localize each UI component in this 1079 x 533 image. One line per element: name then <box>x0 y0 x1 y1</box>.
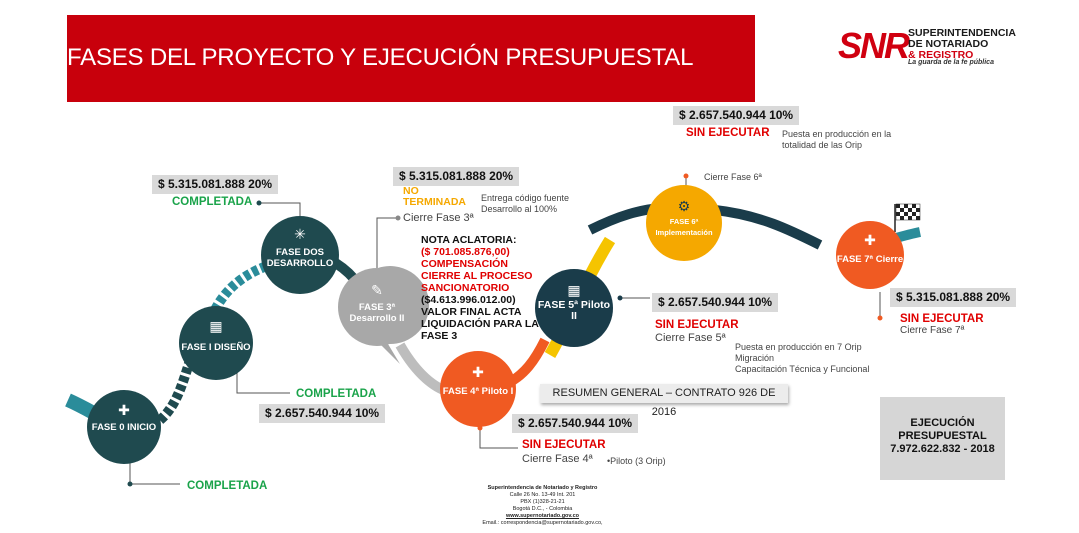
ejecucion-presupuestal-box <box>880 397 1005 480</box>
blocks-icon: ▦ <box>209 318 223 334</box>
phase-3-status-l1: NO <box>403 185 419 197</box>
phase-5-note <box>735 342 869 375</box>
phase-5-note-2: Migración <box>735 353 775 363</box>
nota-aclaratoria <box>421 234 546 342</box>
phase-6-note <box>782 129 891 151</box>
puzzle-icon: ✚ <box>118 402 130 418</box>
phase-3-note-1: Entrega código fuente <box>481 193 570 203</box>
page-title: FASES DEL PROYECTO Y EJECUCIÓN PRESUPUESTAL <box>67 44 694 71</box>
phase-4-amount: $ 2.657.540.944 10% <box>512 414 638 433</box>
connector-f0 <box>130 463 180 484</box>
phase-2-label: FASE DOS DESARROLLO <box>266 247 334 269</box>
phase-5-note-3: Capacitación Técnica y Funcional <box>735 364 870 374</box>
phase-7-label: FASE 7ª Cierre <box>836 254 904 265</box>
phase-6-note-1: Puesta en producción en la <box>782 129 892 139</box>
phase-5-amount: $ 2.657.540.944 10% <box>652 293 778 312</box>
logo-tagline: La guarda de la fe pública <box>908 59 994 66</box>
phase-4-note: •Piloto (3 Orip) <box>607 456 666 466</box>
phase-5-label: FASE 5ª Piloto II <box>537 299 611 322</box>
phase-1-amount: $ 2.657.540.944 10% <box>259 404 385 423</box>
phase-6-cierre: Cierre Fase 6ª <box>704 172 762 182</box>
footer-website-link[interactable]: www.supernotariado.gov.co <box>505 513 580 519</box>
note-red-text: ($ 701.085.876,00) COMPENSACIÓN CIERRE AL PROCESO SANCIONATORIO <box>421 246 533 294</box>
phase-4-label: FASE 4ª Piloto I <box>442 386 514 397</box>
phase-4-status: SIN EJECUTAR <box>522 439 606 451</box>
footer <box>470 485 615 527</box>
phase-7-status: SIN EJECUTAR <box>900 313 984 325</box>
resumen-general: RESUMEN GENERAL – CONTRATO 926 DE 2016 <box>540 384 788 403</box>
logo-line-3: & REGISTRO <box>908 49 974 61</box>
ejecucion-l3: 7.972.622.832 - 2018 <box>890 443 995 455</box>
phase-0-status: COMPLETADA <box>187 480 268 492</box>
phase-2-amount: $ 5.315.081.888 20% <box>152 175 278 194</box>
blocks-icon: ▦ <box>567 282 581 298</box>
phase-3-label: FASE 3ª Desarrollo II <box>349 302 405 324</box>
footer-l1: Superintendencia de Notariado y Registro <box>487 485 598 491</box>
phase-3-status <box>403 186 466 208</box>
pencil-icon: ✎ <box>371 282 383 298</box>
phase-3-amount: $ 5.315.081.888 20% <box>393 167 519 186</box>
phase-7-amount: $ 5.315.081.888 20% <box>890 288 1016 307</box>
phase-6-label: FASE 6ª Implementación <box>655 217 713 237</box>
gear-icon: ⚙ <box>677 198 691 214</box>
phase-1-status: COMPLETADA <box>296 388 377 400</box>
phase-2-status: COMPLETADA <box>172 196 253 208</box>
connector-f3 <box>377 218 398 270</box>
phase-7-cierre: Cierre Fase 7ª <box>900 325 965 336</box>
phase-3-note-2: Desarrollo al 100% <box>481 204 558 214</box>
phase-0-label: FASE 0 INICIO <box>91 422 157 433</box>
network-icon: ✳ <box>294 226 306 242</box>
ejecucion-l2: PRESUPUESTAL <box>898 430 987 442</box>
phase-3-note <box>481 193 569 215</box>
phase-5-cierre: Cierre Fase 5ª <box>655 332 726 344</box>
phase-5-status: SIN EJECUTAR <box>655 319 739 331</box>
logo-line-2: DE NOTARIADO <box>908 38 989 50</box>
note-black-text: ($4.613.996.012.00) VALOR FINAL ACTA LIQUIDACIÓN PARA LA FASE 3 <box>421 294 539 342</box>
road-segment-6-7 <box>715 210 820 245</box>
phase-3-status-l2: TERMINADA <box>403 196 466 208</box>
phase-4-cierre: Cierre Fase 4ª <box>522 453 593 465</box>
logo-acronym: SNR <box>838 25 909 66</box>
phase-6-amount: $ 2.657.540.944 10% <box>673 106 799 125</box>
ejecucion-l1: EJECUCIÓN <box>910 417 975 429</box>
phase-3-cierre: Cierre Fase 3ª <box>403 212 474 224</box>
footer-email[interactable]: Email.: correspondencia@supernotariado.gov.co, <box>482 520 603 526</box>
phase-1-label: FASE I DISEÑO <box>181 342 251 353</box>
footer-l3: PBX (1)328-21-21 <box>520 499 565 505</box>
footer-l4: Bogotá D.C., - Colombia <box>512 506 573 512</box>
phase-6-status: SIN EJECUTAR <box>686 127 770 139</box>
phase-5-note-1: Puesta en producción en 7 Orip <box>735 342 862 352</box>
phase-6-note-2: totalidad de las Orip <box>782 140 863 150</box>
logo-line-1: SUPERINTENDENCIA <box>908 27 1016 39</box>
note-title: NOTA ACLATORIA: <box>421 234 517 246</box>
footer-l2: Calle 26 No. 13-49 Int. 201 <box>509 492 576 498</box>
puzzle-icon: ✚ <box>472 364 484 380</box>
puzzle-icon: ✚ <box>864 232 876 248</box>
